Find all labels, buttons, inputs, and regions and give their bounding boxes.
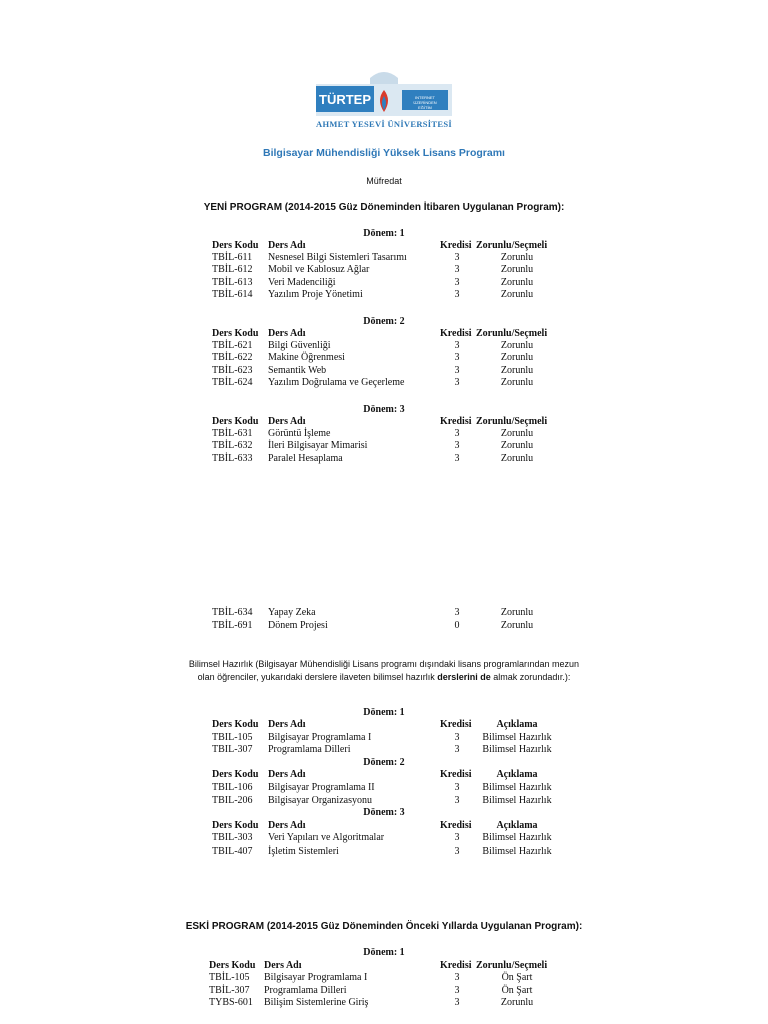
university-name: AHMET YESEVİ ÜNİVERSİTESİ: [316, 119, 452, 129]
course-status: Zorunlu: [500, 997, 534, 1008]
table-header: [0, 960, 768, 972]
table-row: [0, 428, 768, 440]
course-name: Nesnesel Bilgi Sistemleri Tasarımı: [268, 252, 407, 263]
course-name: Mobil ve Kablosuz Ağlar: [268, 264, 370, 275]
course-name: İleri Bilgisayar Mimarisi: [268, 440, 368, 451]
col-desc: Açıklama: [496, 820, 538, 831]
svg-text:TÜRTEP: TÜRTEP: [319, 92, 371, 107]
col-credit: Kredisi: [440, 416, 472, 427]
course-status: Ön Şart: [501, 972, 533, 983]
course-status: Zorunlu: [500, 264, 534, 275]
course-credit: 3: [454, 832, 460, 843]
col-name: Ders Adı: [268, 240, 306, 251]
course-name: Bilgisayar Programlama I: [268, 732, 372, 743]
table-header: [0, 820, 768, 832]
table-row: [0, 972, 768, 984]
table-row: [0, 340, 768, 352]
col-credit: Kredisi: [440, 328, 472, 339]
course-credit: 3: [454, 453, 460, 464]
course-credit: 3: [454, 607, 460, 618]
course-credit: 3: [454, 252, 460, 263]
svg-text:ÜZERİNDEN: ÜZERİNDEN: [413, 100, 437, 105]
course-code: TBİL-614: [212, 289, 253, 300]
col-code: Ders Kodu: [212, 769, 259, 780]
term-label: Dönem: 3: [363, 807, 405, 818]
col-name: Ders Adı: [268, 719, 306, 730]
course-credit: 3: [454, 264, 460, 275]
course-status: Ön Şart: [501, 985, 533, 996]
table-row: [0, 377, 768, 389]
new-program-heading: YENİ PROGRAM (2014-2015 Güz Döneminden İtibaren Uygulanan Program):: [203, 202, 565, 213]
course-credit: 3: [454, 289, 460, 300]
col-code: Ders Kodu: [212, 820, 259, 831]
note-text-end: almak zorundadır.):: [490, 672, 571, 682]
course-credit: 3: [454, 365, 460, 376]
course-name: Yazılım Doğrulama ve Geçerleme: [268, 377, 405, 388]
course-status: Zorunlu: [500, 428, 534, 439]
table-row: [0, 252, 768, 264]
course-credit: 3: [454, 340, 460, 351]
course-code: TBİL-105: [209, 972, 250, 983]
col-status: Zorunlu/Seçmeli: [476, 960, 548, 971]
term-label: Dönem: 1: [363, 228, 405, 239]
course-code: TBİL-621: [212, 340, 253, 351]
course-status: Zorunlu: [500, 252, 534, 263]
course-name: Bilgisayar Programlama II: [268, 782, 375, 793]
table-row: [0, 782, 768, 794]
course-credit: 3: [454, 972, 460, 983]
course-code: TBIL-206: [212, 795, 253, 806]
col-credit: Kredisi: [440, 820, 472, 831]
table-row: [0, 289, 768, 301]
course-credit: 3: [454, 440, 460, 451]
table-row: [0, 744, 768, 756]
table-row: [0, 620, 768, 632]
course-desc: Bilimsel Hazırlık: [482, 795, 552, 806]
course-code: TBİL-622: [212, 352, 253, 363]
course-name: Semantik Web: [268, 365, 327, 376]
course-code: TBIL-105: [212, 732, 253, 743]
table-row: [0, 985, 768, 997]
col-desc: Açıklama: [496, 769, 538, 780]
course-status: Zorunlu: [500, 289, 534, 300]
course-name: Programlama Dilleri: [268, 744, 351, 755]
course-code: TBİL-611: [212, 252, 253, 263]
course-code: TBİL-631: [212, 428, 253, 439]
table-row: [0, 264, 768, 276]
col-status: Zorunlu/Seçmeli: [476, 240, 548, 251]
course-code: TBİL-691: [212, 620, 253, 631]
course-code: TBIL-307: [212, 744, 253, 755]
course-name: Veri Yapıları ve Algoritmalar: [268, 832, 385, 843]
course-name: Görüntü İşleme: [268, 428, 331, 439]
svg-text:INTERNET: INTERNET: [415, 95, 435, 100]
col-code: Ders Kodu: [212, 240, 259, 251]
course-desc: Bilimsel Hazırlık: [482, 732, 552, 743]
course-status: Zorunlu: [500, 277, 534, 288]
course-code: TBİL-624: [212, 377, 253, 388]
table-row: [0, 365, 768, 377]
course-status: Zorunlu: [500, 620, 534, 631]
col-credit: Kredisi: [440, 769, 472, 780]
course-desc: Bilimsel Hazırlık: [482, 832, 552, 843]
table-row: [0, 277, 768, 289]
course-credit: 3: [454, 782, 460, 793]
course-status: Zorunlu: [500, 453, 534, 464]
course-credit: 3: [454, 744, 460, 755]
table-header: [0, 240, 768, 252]
col-desc: Açıklama: [496, 719, 538, 730]
course-desc: Bilimsel Hazırlık: [482, 782, 552, 793]
course-credit: 3: [454, 997, 460, 1008]
course-name: Bilgi Güvenliği: [268, 340, 331, 351]
course-name: Yazılım Proje Yönetimi: [268, 289, 363, 300]
table-header: [0, 769, 768, 781]
course-name: İşletim Sistemleri: [268, 846, 339, 857]
col-credit: Kredisi: [440, 960, 472, 971]
table-header: [0, 719, 768, 731]
course-code: TBIL-106: [212, 782, 253, 793]
term-label: Dönem: 2: [363, 757, 405, 768]
term-label: Dönem: 3: [363, 404, 405, 415]
course-name: Makine Öğrenmesi: [268, 352, 345, 363]
course-name: Veri Madenciliği: [268, 277, 336, 288]
course-credit: 0: [454, 620, 460, 631]
course-credit: 3: [454, 985, 460, 996]
note-bold: derslerini de: [437, 672, 491, 682]
col-code: Ders Kodu: [212, 719, 259, 730]
course-code: TBİL-634: [212, 607, 253, 618]
table-row: [0, 846, 768, 858]
table-row: [0, 997, 768, 1009]
course-desc: Bilimsel Hazırlık: [482, 846, 552, 857]
col-name: Ders Adı: [268, 416, 306, 427]
term-label: Dönem: 2: [363, 316, 405, 327]
course-name: Bilgisayar Programlama I: [264, 972, 368, 983]
table-row: [0, 607, 768, 619]
course-name: Paralel Hesaplama: [268, 453, 343, 464]
course-status: Zorunlu: [500, 607, 534, 618]
table-row: [0, 453, 768, 465]
course-name: Bilgisayar Organizasyonu: [268, 795, 372, 806]
course-credit: 3: [454, 377, 460, 388]
table-row: [0, 732, 768, 744]
col-status: Zorunlu/Seçmeli: [476, 328, 548, 339]
course-code: TBİL-632: [212, 440, 253, 451]
page-title: Bilgisayar Mühendisliği Yüksek Lisans Programı: [263, 147, 505, 159]
course-desc: Bilimsel Hazırlık: [482, 744, 552, 755]
course-credit: 3: [454, 277, 460, 288]
course-code: TYBS-601: [209, 997, 253, 1008]
col-code: Ders Kodu: [212, 328, 259, 339]
col-name: Ders Adı: [264, 960, 302, 971]
page-subtitle: Müfredat: [366, 176, 402, 186]
course-name: Dönem Projesi: [268, 620, 328, 631]
course-credit: 3: [454, 846, 460, 857]
course-credit: 3: [454, 795, 460, 806]
svg-text:EĞİTİM: EĞİTİM: [418, 105, 432, 110]
term-label: Dönem: 1: [363, 947, 405, 958]
course-status: Zorunlu: [500, 365, 534, 376]
col-credit: Kredisi: [440, 719, 472, 730]
col-name: Ders Adı: [268, 820, 306, 831]
table-row: [0, 832, 768, 844]
course-code: TBİL-613: [212, 277, 253, 288]
course-code: TBİL-623: [212, 365, 253, 376]
col-status: Zorunlu/Seçmeli: [476, 416, 548, 427]
course-credit: 3: [454, 352, 460, 363]
old-program-heading: ESKİ PROGRAM (2014-2015 Güz Döneminden Önceki Yıllarda Uygulanan Program):: [185, 921, 583, 932]
course-credit: 3: [454, 428, 460, 439]
course-code: TBİL-633: [212, 453, 253, 464]
course-code: TBİL-612: [212, 264, 253, 275]
term-label: Dönem: 1: [363, 707, 405, 718]
col-code: Ders Kodu: [212, 416, 259, 427]
table-row: [0, 352, 768, 364]
table-row: [0, 795, 768, 807]
course-name: Yapay Zeka: [268, 607, 316, 618]
note-text: Bilimsel Hazırlık (Bilgisayar Mühendisliği Lisans programı dışındaki lisans programlarından mezun olan öğrenciler, yukarıdaki derslere ilaveten bilimsel hazırlık: [188, 659, 580, 682]
course-credit: 3: [454, 732, 460, 743]
col-name: Ders Adı: [268, 328, 306, 339]
course-code: TBİL-307: [209, 985, 250, 996]
course-code: TBIL-303: [212, 832, 253, 843]
course-status: Zorunlu: [500, 377, 534, 388]
course-name: Bilişim Sistemlerine Giriş: [264, 997, 369, 1008]
table-header: [0, 328, 768, 340]
course-name: Programlama Dilleri: [264, 985, 347, 996]
col-credit: Kredisi: [440, 240, 472, 251]
prep-note: [180, 658, 588, 684]
col-name: Ders Adı: [268, 769, 306, 780]
course-status: Zorunlu: [500, 340, 534, 351]
table-header: [0, 416, 768, 428]
course-status: Zorunlu: [500, 440, 534, 451]
course-code: TBIL-407: [212, 846, 253, 857]
col-code: Ders Kodu: [209, 960, 256, 971]
table-row: [0, 440, 768, 452]
course-status: Zorunlu: [500, 352, 534, 363]
